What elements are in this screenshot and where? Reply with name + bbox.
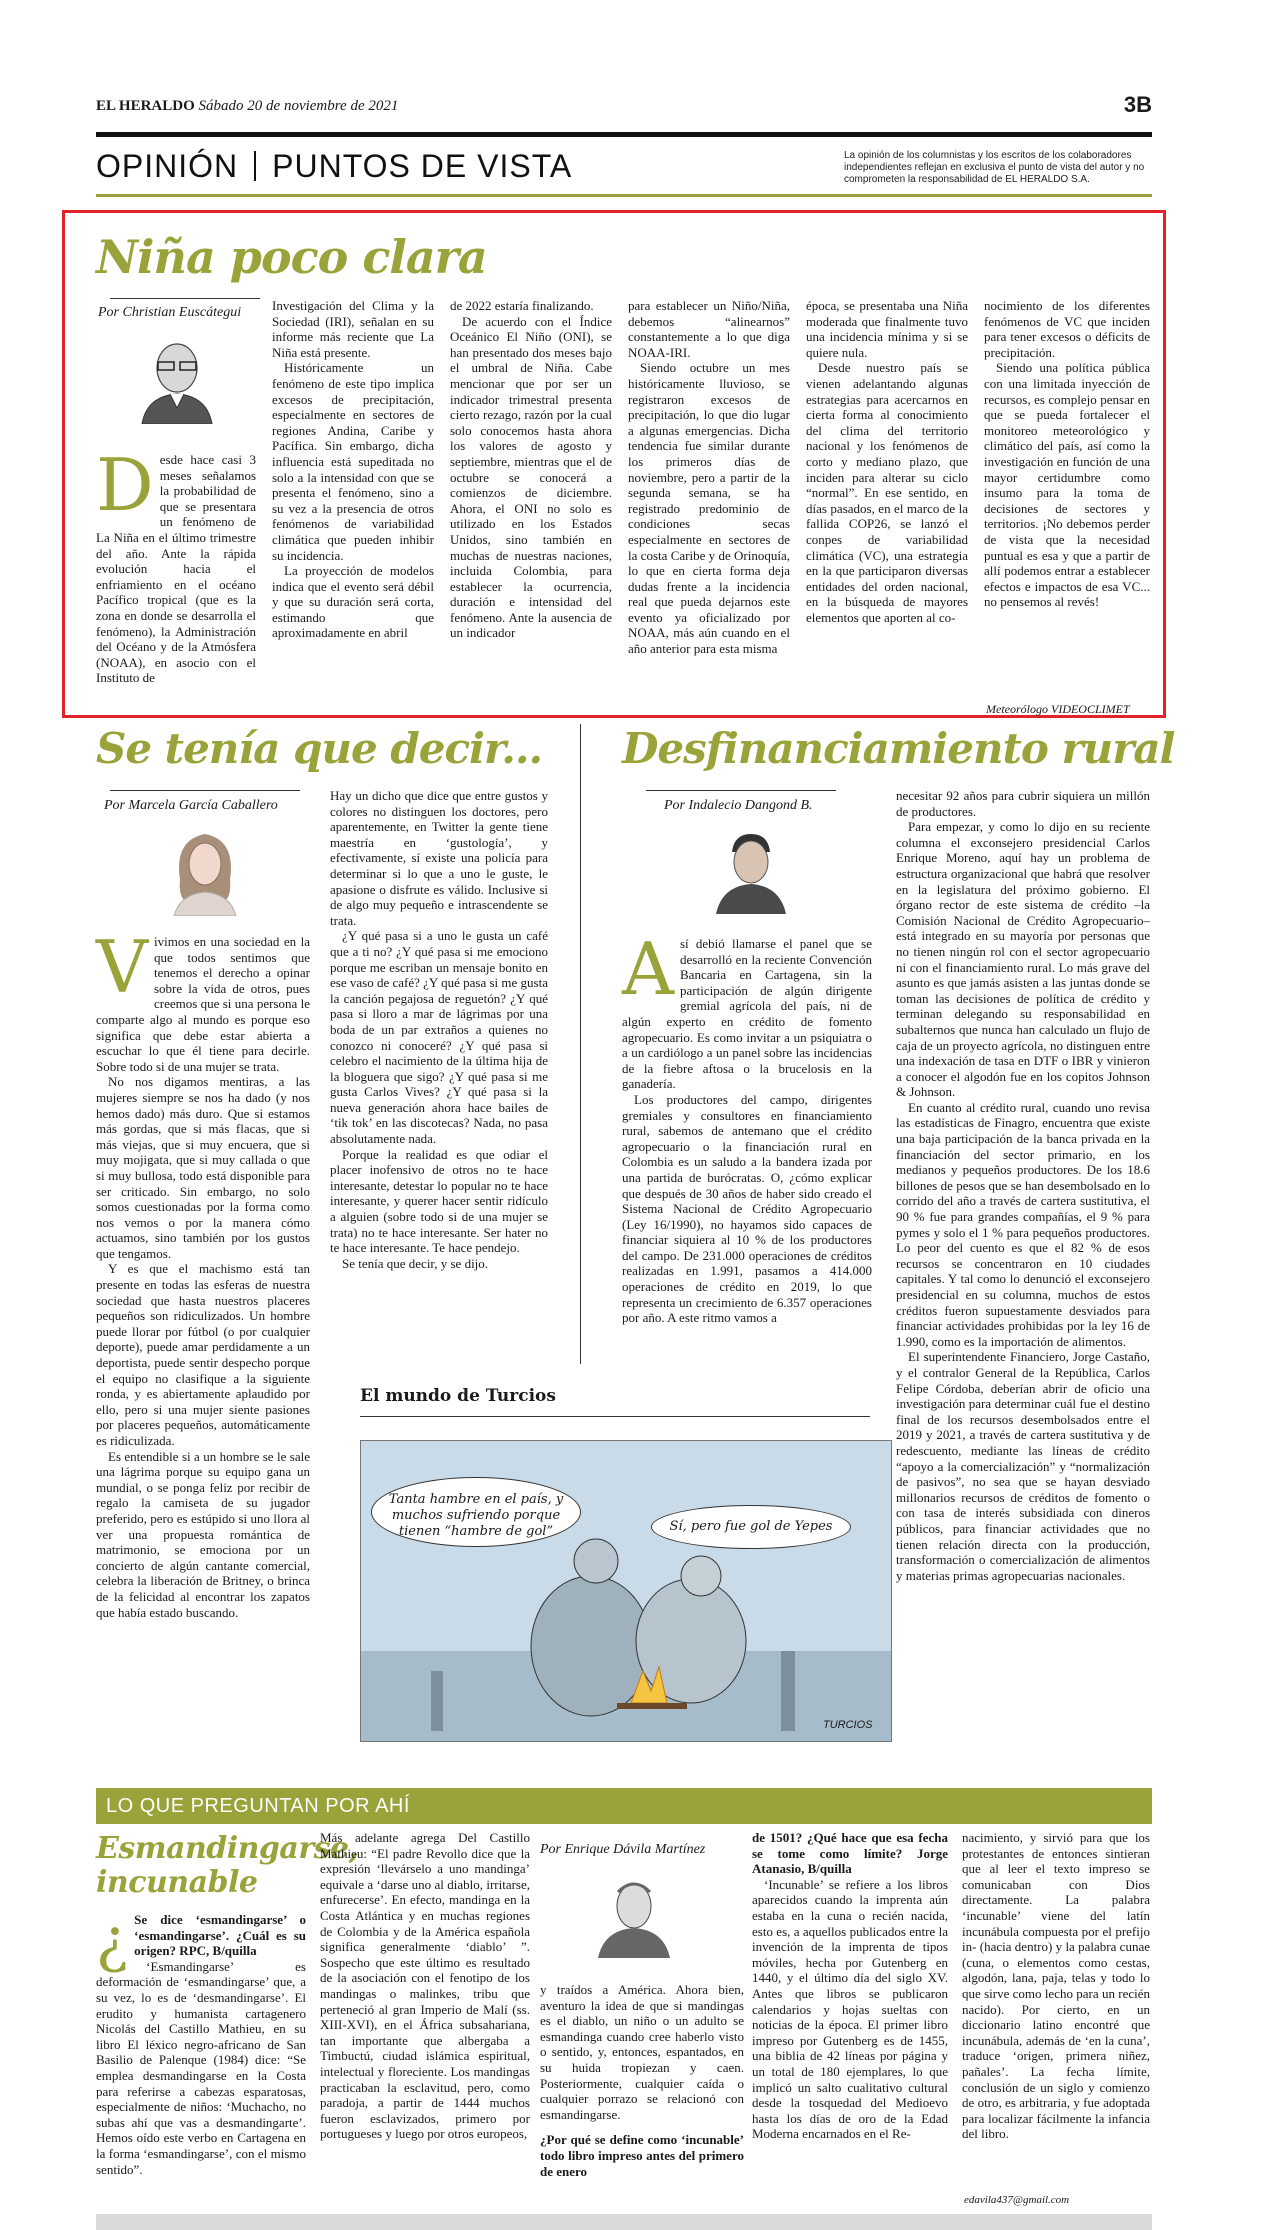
article4-col5: [962, 1830, 1150, 2190]
article4-col1: [96, 1906, 306, 2210]
article2-col2-p1: Hay un dicho que dice que entre gustos y colores no distinguen los doctores, pero aparentemente, en Twitter la gente tiene maestría en ‘gustología’, y efectivamente, sí existe una policía para determinar si lo que a uno le guste, le apasione o disfrute es válido. Inclusive si de algo muy pequeño e intrascendente se trata.: [330, 788, 548, 928]
article3-col1-text: sí debió llamarse el panel que se desarrolló en la reciente Convención Bancaria en Cartagena, sin la participación de algún dirigente gremial agrícola del país, ni de algún experto en crédito de fomento agropecuario. Es como invitar a un psiquiatra o a un cardiólogo a un panel sobre las incidencias de la fiebre aftosa o la brucelosis en la ganadería.: [622, 936, 872, 1092]
section-band-label: LO QUE PREGUNTAN POR AHÍ: [106, 1795, 410, 1817]
section-separator: [254, 151, 256, 181]
article3-col2-p2: Para empezar, y como lo dijo en su reciente columna el exconsejero presidencial Carlos Enrique Moreno, aquí hay un problema de estructura organizacional que habrá que resolver en la legislatura del próximo gobierno. El órgano rector de este sistema de crédito –la Comisión Nacional de Crédito Agropecuario– está integrado en su mayoría por personas que no tienen ningún rol con el sector agropecuario ni con el financiamiento rural. Lo más grave del asunto es que jamás asisten a las juntas donde se toman las decisiones de política de crédito y terminan delegando su responsabilidad en subalternos que nunca han calculado un flujo de caja de un proyecto agrícola, no distinguen entre una indexación de tasa en DTF o IBR y vinieron a conocer el algodón fue en los copitos Johnson & Johnson.: [896, 819, 1150, 1100]
article2-title: Se tenía que decir...: [96, 724, 543, 773]
article1-byline: Por Christian Euscátegui: [98, 305, 242, 320]
masthead-rule: [96, 132, 1152, 137]
article3-byline-rule: [646, 790, 836, 791]
article2-col1-p3: Y es que el machismo está tan presente en todas las esferas de nuestra sociedad que hasta nuestros placeres pequeños son ridiculizados. Un hombre puede llorar por fútbol (o por cualquier deporte), puede amar perdidamente a un deportista, puede sentir despecho porque el equipo no clasifique a la siguiente ronda, y es abiertamente aplaudido por ello, pero si una mujer siente pasiones por placeres pequeños, automáticamente es ridiculizada.: [96, 1261, 310, 1448]
article3-col1: [622, 927, 872, 1376]
article1-col6: [984, 298, 1150, 698]
article1-col1-text: esde hace casi 3 meses señalamos la probabilidad de que se presentara un fenómeno de La Niña en el último trimestre del año. Ante la rápida evolución hacia el enfriamiento en el océano Pacífico tropical (que es la zona en donde se desarrolla el fenómeno), la Administración del Océano y de la Atmósfera (NOAA), en asocio con el Instituto de: [96, 452, 256, 686]
article1-col2: [272, 298, 434, 718]
section-puntos-de-vista: PUNTOS DE VISTA: [272, 148, 573, 184]
article4-col4: [752, 1830, 948, 2210]
article4-question1: Se dice ‘esmandingarse’ o ‘esmandingarse’. ¿Cuál es su origen? RPC, B/quilla: [134, 1912, 306, 1959]
article1-col5-p1: época, se presentaba una Niña moderada que finalmente tuvo una incidencia mínima y si se quiere nula.: [806, 298, 968, 360]
article4-title: Esmandingarse, incunable: [96, 1831, 359, 1900]
article4-dropcap: ¿: [96, 1906, 129, 1976]
article1-col4: [628, 298, 790, 718]
article4-col5-text: nacimiento, y sirvió para que los protestantes de entonces sintieran que al leer el texto impreso se comunicaban con Dios directamente. La palabra ‘incunable’ viene del latín incunábula compuesta por el prefijo in- (hacia dentro) y la palabra cunae (cuna, o elementos como cestas, algodón, lana, paja, telas y todo lo que sirve como lecho para un recién nacido). Por cierto, en un diccionario latino encontré que incunábula, además de ‘en la cuna’, traduce ‘origen, primera niñez, pañales’. La fecha límite, conclusión de un siglo y comienzo de otro, es arbitraria, y fue adoptada para localizar fácilmente la infancia del libro.: [962, 1830, 1150, 2142]
article1-col2-p3: La proyección de modelos indica que el evento será débil y que su duración será corta, estimando que aproximadamente en abril: [272, 563, 434, 641]
article1-title: Niña poco clara: [96, 230, 487, 284]
article1-byline-rule: [110, 298, 260, 299]
article4-col3: [540, 1982, 744, 2210]
article3-col1-p2: Los productores del campo, dirigentes gremiales y consultores en financiamiento rural, sabemos de antemano que el crédito agropecuario o la financiación rural en Colombia es un saludo a la bandera izada por una partida de burócratas. O, ¿cómo explicar que después de 30 años de haber sido creado el Sistema Nacional de Crédito Agropecuario (Ley 16/1990), no hayamos sido capaces de financiar siquiera al 10 % de los productores del campo. De 231.000 operaciones de créditos realizadas en 1.991, pasamos a 414.000 operaciones de crédito en 2019, lo que representa un crecimiento de 6.357 operaciones por año. A este ritmo vamos a: [622, 1091, 872, 1326]
footer-strip: [96, 2214, 1152, 2230]
section-title: [96, 148, 572, 185]
article1-dropcap: D: [96, 443, 154, 527]
article1-col3-p2: De acuerdo con el Índice Oceánico El Niño (ONI), se han presentado dos meses bajo el umbral de Niña. Cabe mencionar que por ser un indicador trimestral presenta cierto rezago, razón por la cual solo conocemos hasta ahora los valores de agosto y septiembre, mientras que el de octubre se conocerá a comienzos de diciembre. Ahora, el ONI no solo es utilizado en los Estados Unidos, sino también en muchas de nuestras naciones, incluida Colombia, para establecer la ocurrencia, duración e intensidad del fenómeno. Ante la ausencia de un indicador: [450, 313, 612, 641]
article4-question2-cont: de 1501? ¿Qué hace que esa fecha se tome como límite? Jorge Atanasio, B/quilla: [752, 1830, 948, 1877]
article2-col2-p2: ¿Y qué pasa si a uno le gusta un café que a ti no? ¿Y qué pasa si me emociono porque me escriban un mensaje bonito en ese vaso de café? ¿Y qué pasa si me gusta la canción pegajosa de reguetón? ¿Y qué pasa si lloro a mar de lágrimas por una boda de un par extraños a quienes no conozco ni conoceré? ¿Y qué pasa si celebro el nacimiento de la última hija de la bloguera que sigo? ¿Y qué pasa si me gusta Carlos Vives? ¿Y qué pasa si la nueva generación ahora hace bailes de ‘tik tok’ en las discotecas? Nada, no pasa absolutamente nada.: [330, 928, 548, 1147]
article3-col2-p1: necesitar 92 años para cubrir siquiera un millón de productores.: [896, 788, 1150, 819]
paper-name: EL HERALDO: [96, 98, 195, 114]
article4-col3-text: y traídos a América. Ahora bien, aventuro la idea de que si mandingas es el diablo, un niño o un adulto se esmandinga cuando cree haberlo visto o sentido, y, entonces, espantados, en su huida tropiezan y caen. Posteriormente, cualquier caída o cualquier porrazo se relacionó con esmandingarse.: [540, 1982, 744, 2122]
page-number: 3B: [1123, 92, 1152, 117]
section-opinion: OPINIÓN: [96, 148, 239, 184]
article2-col2: [330, 788, 548, 1368]
article2-col1-p4: Es entendible si a un hombre se le sale una lágrima porque su equipo gana un mundial, o se ponga feliz por recibir de regalo la camiseta de su jugador preferido, pero es estúpido si uno llora al ver una propuesta romántica de matrimonio, se emociona por un concierto de algún cantante comercial, celebra la liberación de Britney, o brinca de la felicidad al encontrar los zapatos que había estado buscando.: [96, 1448, 310, 1620]
cartoon-signature: TURCIOS: [823, 1719, 873, 1731]
article2-col1-text: ivimos en una sociedad en la que todos sentimos que tenemos el derecho a opinar sobre la vida de otros, pues creemos que si una persona le comparte algo al mundo es porque eso significa que debe estar abierta a escuchar lo que él tiene para decirle. Sobre todo si de una mujer se trata.: [96, 934, 310, 1074]
article4-col4-text: ‘Incunable’ se refiere a los libros aparecidos cuando la imprenta aún estaba en la cuna o recién nacida, esto es, a aquellos publicados entre la invención de la imprenta de tipos móviles, hecha por Gutenberg en 1440, y el último día del siglo XV. Antes que libros se publicaron calendarios y hojas sueltas con noticias de la época. El primer libro impreso por Gutenberg es de 1455, una biblia de 42 líneas por página y un total de 180 ejemplares, lo que implicó un salto cualitativo cultural desde la tosquedad del Medioevo hasta los días de oro de la Edad Moderna encarnados en el Re-: [752, 1876, 948, 2142]
article2-col2-p4: Se tenía que decir, y se dijo.: [342, 1255, 489, 1271]
article1-col3: [450, 298, 612, 718]
portrait-indalecio-dangond: [708, 822, 794, 914]
cartoon-title: El mundo de Turcios: [360, 1386, 556, 1406]
article4-question2: ¿Por qué se define como ‘incunable’ todo libro impreso antes del primero de enero: [540, 2132, 744, 2179]
cartoon-bubble-left: Tanta hambre en el país, y muchos sufriendo porque tienen “hambre de gol”: [371, 1477, 581, 1547]
article3-dropcap: A: [622, 927, 674, 1011]
article1-signature: Meteorólogo VIDEOCLIMET: [986, 702, 1130, 716]
article4-col2: [320, 1830, 530, 2210]
article1-col2-p2: Históricamente un fenómeno de este tipo implica excesos de precipitación, especialmente en sectores de regiones Andina, Caribe y Pacífica. Sin embargo, dicha influencia está supeditada no solo a la intensidad con que se presenta el fenómeno, sino a su vez a la presencia de otros fenómenos de variabilidad climática que pueden inhibir su incidencia.: [272, 360, 434, 563]
article4-col1-text: ‘Esmandingarse’ es deformación de ‘esmandingarse’ que, a su vez, lo es de ‘desmandingarse’. El erudito y humanista cartagenero Nicolás del Castillo Mathieu, en su libro El léxico negro-africano de San Basilio de Palenque (1984) dice: “Se emplea desmandingarse en la Costa para referirse a cabezas esparatosas, especialmente de niños: ‘Muchacho, no subas ahí que vas a desmandingarte’. Hemos oído este verbo en Cartagena en la forma ‘esmandingarse’, con el mismo sentido”.: [96, 1958, 306, 2177]
article3-col2: [896, 788, 1150, 1778]
article2-byline: Por Marcela García Caballero: [104, 798, 278, 813]
article1-col5: [806, 298, 968, 718]
masthead: [96, 92, 1152, 128]
article4-col2-text: Más adelante agrega Del Castillo Mathieu: “El padre Revollo dice que la expresión ‘llevárselo a uno mandinga’ equivale a ‘darse uno al diablo, irritarse, enfurecerse’. En efecto, mandinga en la Costa Atlántica y en muchas regiones de Colombia y de la América española significa generalmente ‘diablo’ ”. Sospecho que este último es resultado de la asociación con el fenotipo de los mandingas o malinkes, tribu que perteneció al gran Imperio de Malí (ss. XIII-XVI), en el África subsahariana, tan importante que albergaba a Timbuctú, ciudad islámica espiritual, intelectual y floreciente. Los mandingas practicaban la esclavitud, pero, como paradoja, a partir de 1444 muchos fueron esclavizados, primero por portugueses y luego por otros europeos,: [320, 1830, 530, 2142]
article2-col1-p2: No nos digamos mentiras, a las mujeres siempre se nos ha dado (y nos hemos dado) más duro. Que si estamos más gordas, que si más flacas, que si más viejas, que si muy encuera, que si muy mojigata, que si muy callada o que si muy bullosa, todo está disponible para ser criticado. Sin embargo, no solo somos cuestionadas por la forma como nos vemos o por la manera cómo actuamos, sino también por los gustos que tengamos.: [96, 1074, 310, 1261]
section-disclaimer: La opinión de los columnistas y los escritos de los colaboradores independientes reflejan en exclusiva el punto de vista del autor y no comprometen la responsabilidad de EL HERALDO S.A.: [844, 150, 1145, 185]
article1-col6-p2: Siendo una política pública con una limitada inyección de recursos, es complejo pensar en que se pueda fortalecer el monitoreo meteorológico y climático del país, así como la investigación en función de una mayor certidumbre como insumo para la toma de decisiones de sectores y territorios. ¡No debemos perder de vista que la necesidad puntual es esa y que a partir de allí podemos entrar a establecer efectos e impactos de esa VC... no pensemos al revés!: [984, 360, 1150, 610]
article3-byline: Por Indalecio Dangond B.: [664, 798, 813, 813]
cartoon-illustration: [360, 1440, 892, 1742]
article2-col1: [96, 925, 310, 1746]
section-rule: [96, 194, 1152, 197]
article3-col2-p4: El superintendente Financiero, Jorge Castaño, y el contralor General de la República, Carlos Felipe Córdoba, deberían abrir de oficio una investigación para determinar cuál fue el destino final de los recursos desembolsados entre el 2019 y 2021, a través de cartera sustitutiva y de redescuento, mediante las líneas de crédito “apoyo a la comercialización” y “normalización de pasivos”, no sea que se hayan desviado millonarios recursos de créditos de fomento o con tasa de interés subsidiada con dineros públicos, para financiar actividades que no tienen relación directa con la producción, transformación o comercialización de alimentos y materias primas agropecuarias nacionales.: [896, 1349, 1150, 1583]
article1-col4-p1: para establecer un Niño/Niña, debemos “alinearnos” constantemente a lo que diga NOAA-IRI.: [628, 298, 790, 360]
article1-col5-p2: Desde nuestro país se vienen adelantando algunas estrategias para acercarnos en cierta forma al conocimiento del clima del territorio nacional y los fenómenos de corto y mediano plazo, que inciden para alterar su ciclo “normal”. En ese sentido, en días pasados, en el marco de la fallida COP26, se lanzó el conpes de variabilidad climática (VC), una estrategia en la que participaron diversas entidades del orden nacional, en la búsqueda de mayores elementos que aporten al co-: [806, 360, 968, 625]
cartoon-bubble-right: Sí, pero fue gol de Yepes: [651, 1505, 851, 1549]
article2-byline-rule: [110, 790, 300, 791]
article1-col3-p1: de 2022 estaría finalizando.: [450, 298, 594, 313]
article2-dropcap: V: [96, 925, 148, 1009]
article1-col4-p2: Siendo octubre un mes históricamente lluvioso, se registraron excesos de precipitación, lo que dio lugar a algunas emergencias. Dicha tendencia fue similar durante los primeros días de noviembre, pero a partir de la segunda semana, se ha registrado predominio de condiciones secas especialmente en sectores de la costa Caribe y de Orinoquía, lo que en cierta forma deja dudas frente a la incidencia real que pueda dejarnos este evento ya oficializado por NOAA, más aún cuando en el año anterior para esta misma: [628, 360, 790, 657]
article4-byline: Por Enrique Dávila Martínez: [540, 1842, 706, 1857]
article2-col2-p3: Porque la realidad es que odiar el placer inofensivo de otros no te hace interesante, detestar lo popular no te hace interesante, y querer hacer sentir ridículo a alguien (sobre todo si de una mujer se trata) no te hace interesante. Ser hater no te hace interesante. Te hace pendejo.: [330, 1146, 548, 1256]
issue-date: Sábado 20 de noviembre de 2021: [198, 98, 399, 114]
column-divider: [580, 724, 581, 1364]
article4-email: edavila437@gmail.com: [964, 2194, 1070, 2206]
cartoon-title-rule: [360, 1416, 870, 1417]
portrait-christian-euscategui: [132, 332, 222, 424]
article1-col2-p1: Investigación del Clima y la Sociedad (IRI), señalan en su informe más reciente que La Niña está presente.: [272, 298, 434, 360]
article1-col6-p1: nocimiento de los diferentes fenómenos de VC que inciden para tener excesos o déficits de precipitación.: [984, 298, 1150, 360]
portrait-marcela-garcia: [160, 820, 250, 916]
article1-col1: [96, 443, 256, 714]
article3-title: Desfinanciamiento rural: [622, 724, 1175, 773]
article3-col2-p3: En cuanto al crédito rural, cuando uno revisa las estadísticas de Finagro, encuentra que existe una baja participación de la banca privada en la financiación del sector primario, en los medianos y pequeños productores. De los 18.6 billones de pesos que se han desembolsado en lo corrido del año a través de cartera sustitutiva, el 90 % fue para grandes compañías, el 9 % para pymes y solo el 1 % para pequeños productores. Lo peor del cuento es que el 82 % de esos recursos se concentraron en 10 ciudades capitales. Y tal como lo denunció el exconsejero presidencial en su columna, muchos de estos créditos fueron supuestamente desviados para financiar actividades prohibidas por la ley 16 de 1.990, como es la importación de alimentos.: [896, 1099, 1150, 1349]
portrait-enrique-davila: [592, 1868, 676, 1958]
